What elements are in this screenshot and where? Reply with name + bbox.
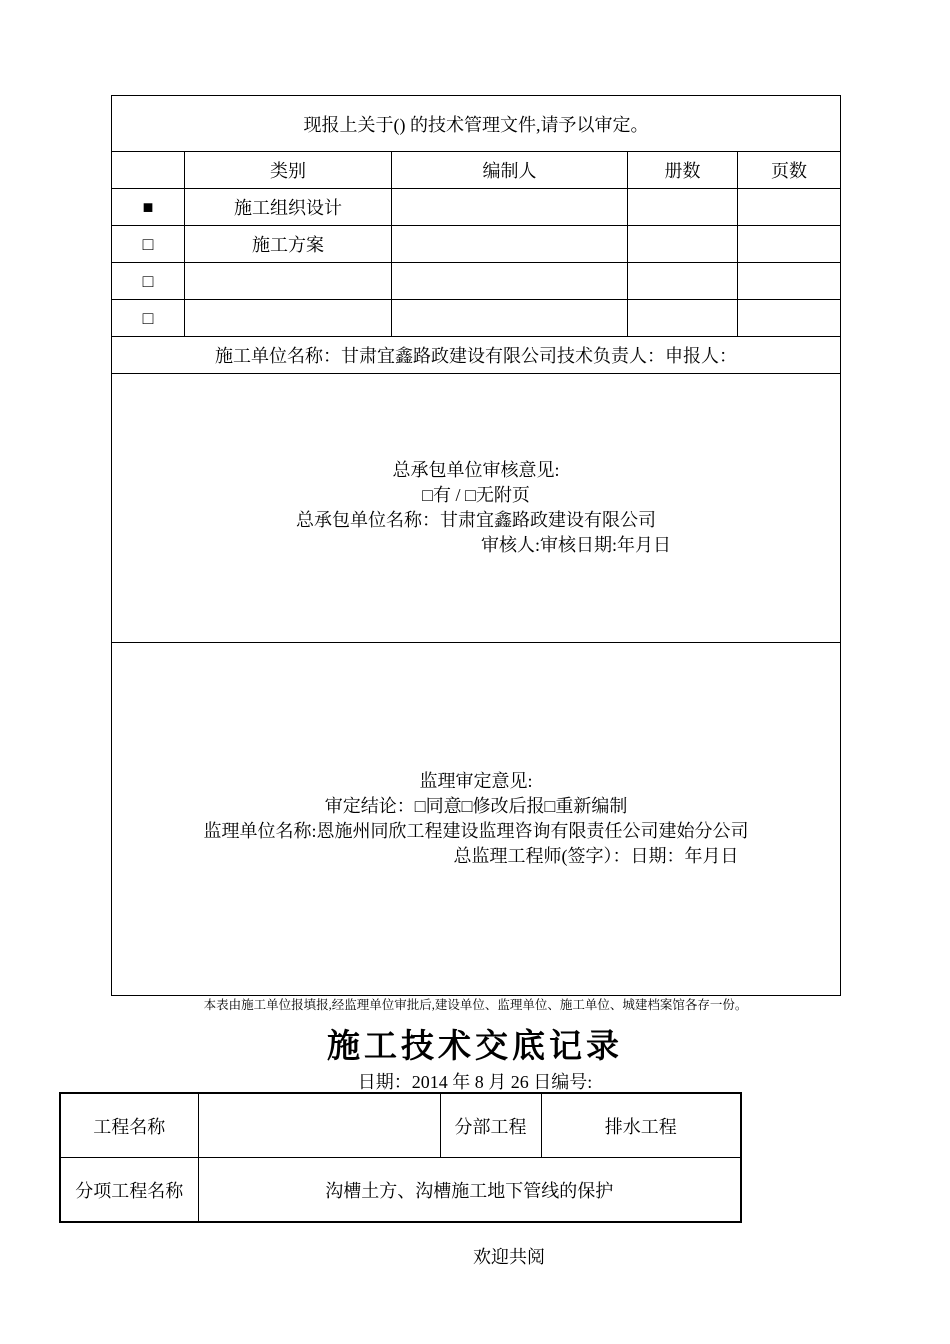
volumes-cell[interactable] bbox=[628, 263, 738, 300]
supervisor-review-title: 监理审定意见: bbox=[419, 771, 533, 791]
header-category: 类别 bbox=[185, 152, 392, 189]
reviewer-line: 审核人:审核日期:年月日 bbox=[481, 535, 672, 555]
author-cell[interactable] bbox=[392, 226, 628, 263]
pages-cell[interactable] bbox=[738, 189, 841, 226]
contractor-unit-name: 总承包单位名称：甘肃宜鑫路政建设有限公司 bbox=[296, 510, 657, 530]
project-name-value[interactable] bbox=[198, 1093, 440, 1158]
header-mark bbox=[112, 152, 185, 189]
footer-text: 欢迎共阅 bbox=[473, 1247, 545, 1267]
record-date-line: 日期：2014 年 8 月 26 日编号: bbox=[357, 1072, 593, 1092]
pages-cell[interactable] bbox=[738, 226, 841, 263]
volumes-cell[interactable] bbox=[628, 300, 738, 337]
category-cell[interactable] bbox=[185, 300, 392, 337]
header-author: 编制人 bbox=[392, 152, 628, 189]
record-table bbox=[59, 1092, 742, 1223]
chief-engineer-line: 总监理工程师(签字）：日期：年月日 bbox=[453, 846, 739, 866]
header-row bbox=[112, 152, 841, 189]
table-row bbox=[112, 226, 841, 263]
header-pages: 页数 bbox=[738, 152, 841, 189]
intro-text: 现报上关于() 的技术管理文件,请予以审定。 bbox=[112, 96, 841, 152]
table-row bbox=[112, 300, 841, 337]
volumes-cell[interactable] bbox=[628, 189, 738, 226]
construction-unit-line: 施工单位名称：甘肃宜鑫路政建设有限公司技术负责人：申报人： bbox=[112, 337, 841, 374]
checkbox[interactable]: □ bbox=[112, 226, 185, 263]
attachment-options[interactable]: □有 / □无附页 bbox=[422, 485, 530, 505]
category-cell: 施工方案 bbox=[185, 226, 392, 263]
checkbox[interactable]: □ bbox=[112, 300, 185, 337]
volumes-cell[interactable] bbox=[628, 226, 738, 263]
author-cell[interactable] bbox=[392, 300, 628, 337]
supervisor-review-section bbox=[112, 643, 841, 996]
category-cell[interactable] bbox=[185, 263, 392, 300]
checkbox[interactable]: ■ bbox=[112, 189, 185, 226]
pages-cell[interactable] bbox=[738, 300, 841, 337]
checkbox[interactable]: □ bbox=[112, 263, 185, 300]
contractor-review-title: 总承包单位审核意见: bbox=[392, 460, 560, 480]
contractor-review-section bbox=[112, 374, 841, 643]
table-row bbox=[112, 263, 841, 300]
division-label: 分部工程 bbox=[440, 1093, 541, 1158]
header-volumes: 册数 bbox=[628, 152, 738, 189]
author-cell[interactable] bbox=[392, 189, 628, 226]
category-cell: 施工组织设计 bbox=[185, 189, 392, 226]
form-note: 本表由施工单位报填报,经监理单位审批后,建设单位、监理单位、施工单位、城建档案馆各存一份。 bbox=[203, 998, 748, 1012]
author-cell[interactable] bbox=[392, 263, 628, 300]
project-name-label: 工程名称 bbox=[60, 1093, 198, 1158]
supervisor-unit-name: 监理单位名称:恩施州同欣工程建设监理咨询有限责任公司建始分公司 bbox=[203, 821, 749, 841]
pages-cell[interactable] bbox=[738, 263, 841, 300]
submission-table bbox=[111, 95, 841, 996]
subitem-value: 沟槽土方、沟槽施工地下管线的保护 bbox=[198, 1158, 741, 1223]
subitem-label: 分项工程名称 bbox=[60, 1158, 198, 1223]
review-conclusion-options[interactable]: 审定结论：□同意□修改后报□重新编制 bbox=[324, 796, 628, 816]
record-title: 施工技术交底记录 bbox=[327, 1026, 623, 1065]
table-row bbox=[112, 189, 841, 226]
division-value: 排水工程 bbox=[541, 1093, 741, 1158]
